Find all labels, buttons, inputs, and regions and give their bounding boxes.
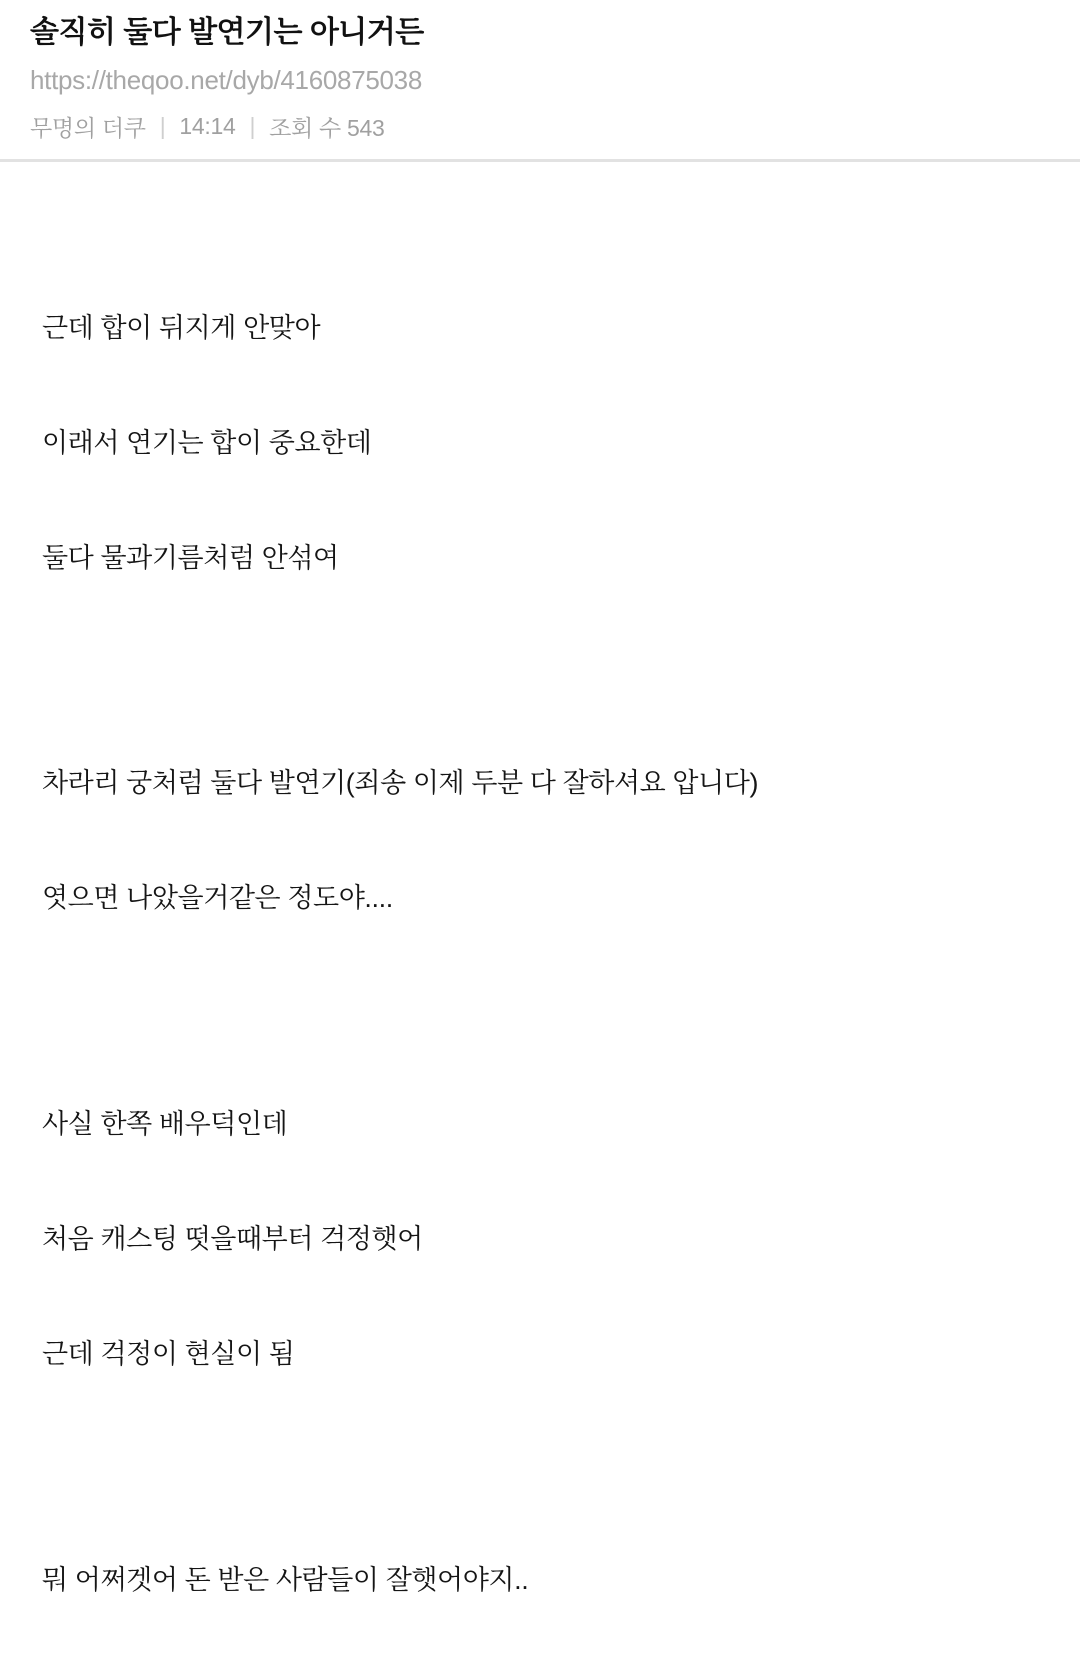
content-line: 이래서 연기는 합이 중요한데 xyxy=(42,427,372,458)
content-line: 뭐 어쩌겟어 돈 받은 사람들이 잘햇어야지.. xyxy=(42,1564,529,1595)
content-paragraph-2 xyxy=(30,688,1050,995)
meta-separator-2: | xyxy=(249,113,256,139)
header-divider xyxy=(0,159,1080,162)
content-line: 사실 한쪽 배우덕인데 xyxy=(42,1108,288,1139)
post-author: 무명의 더쿠 xyxy=(30,115,146,141)
content-paragraph-1 xyxy=(30,232,1050,654)
content-line: 차라리 궁처럼 둘다 발연기(죄송 이제 두분 다 잘하셔요 압니다) xyxy=(42,768,759,799)
post-header xyxy=(0,0,1080,162)
content-line: 둘다 물과기름처럼 안섞여 xyxy=(42,542,339,573)
content-line: 근데 합이 뒤지게 안맞아 xyxy=(42,312,321,343)
content-line: 근데 걱정이 현실이 됨 xyxy=(42,1338,295,1369)
post-time: 14:14 xyxy=(179,113,236,139)
meta-separator-1: | xyxy=(159,113,166,139)
content-line: 처음 캐스팅 떳을때부터 걱정햇어 xyxy=(42,1223,423,1254)
post-view-count: 조회 수 543 xyxy=(269,115,385,141)
source-url[interactable]: https://theqoo.net/dyb/4160875038 xyxy=(30,64,422,95)
post-meta xyxy=(30,110,1050,143)
content-paragraph-4 xyxy=(30,1484,1050,1675)
post-content xyxy=(0,232,1080,1675)
content-paragraph-3 xyxy=(30,1028,1050,1450)
content-line: 엿으면 나았을거같은 정도야.... xyxy=(42,883,393,914)
page-title: 솔직히 둘다 발연기는 아니거든 xyxy=(30,16,424,49)
